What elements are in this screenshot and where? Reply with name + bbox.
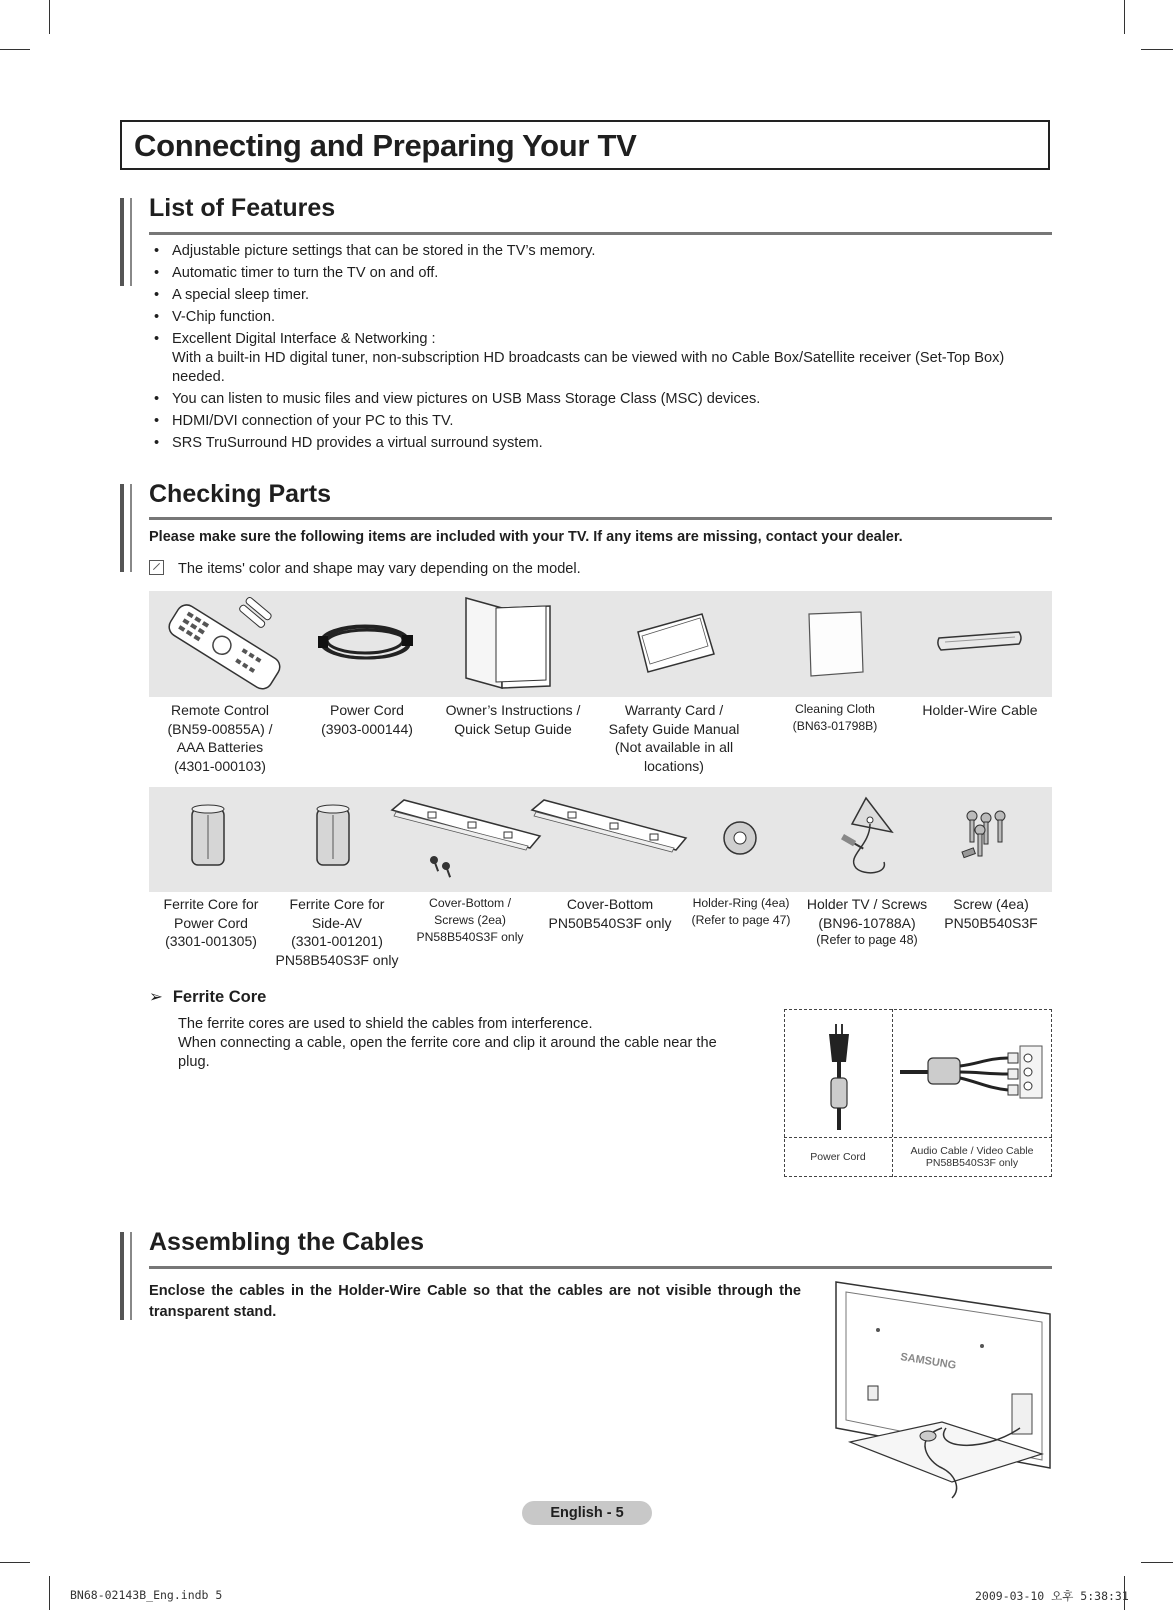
ferrite-core-image xyxy=(189,803,227,869)
part-label-ferrite-power: Ferrite Core for Power Cord (3301-001305) xyxy=(163,896,259,949)
ferrite-diagram-divider xyxy=(784,1137,1052,1138)
feature-item: • A special sleep timer. xyxy=(154,286,1054,305)
crop-mark xyxy=(0,1562,30,1563)
part-label-screw: Screw (4ea) PN50B540S3F xyxy=(944,896,1038,931)
section-marker xyxy=(120,198,124,286)
section-marker xyxy=(130,484,132,572)
section-rule xyxy=(149,1266,1052,1269)
tv-brand-label: SAMSUNG xyxy=(899,1351,957,1372)
feature-item: • SRS TruSurround HD provides a virtual surround system. xyxy=(154,434,1054,453)
feature-item: • Automatic timer to turn the TV on and off. xyxy=(154,264,1054,283)
power-cord-ferrite-image xyxy=(822,1022,856,1132)
part-label-cloth: Cleaning Cloth (BN63-01798B) xyxy=(792,702,878,733)
part-label-holder-ring: Holder-Ring (4ea) (Refer to page 47) xyxy=(691,896,791,927)
part-label-ferrite-av: Ferrite Core for Side-AV (3301-001201) PN58B540S3F only xyxy=(275,896,399,968)
section-title-features: List of Features xyxy=(149,194,336,222)
section-rule xyxy=(149,517,1052,520)
checking-intro: Please make sure the following items are included with your TV. If any items are missing, contact your dealer. xyxy=(149,529,903,545)
cleaning-cloth-image xyxy=(803,610,867,678)
ferrite-heading: ➢ Ferrite Core xyxy=(149,988,267,1006)
features-list xyxy=(154,242,1054,456)
crop-mark xyxy=(1141,49,1173,50)
crop-mark xyxy=(49,0,50,34)
part-label-cover-bottom: Cover-Bottom PN50B540S3F only xyxy=(548,896,672,931)
av-cable-ferrite-image xyxy=(898,1044,1046,1100)
feature-item: • Excellent Digital Interface & Networking : With a built-in HD digital tuner, non-subscription HD broadcasts can be viewed with no Cable Box/Satellite receiver (Set-Top Box) needed. xyxy=(154,330,1054,387)
manual-image xyxy=(462,596,558,692)
part-label-power-cord: Power Cord (3903-000144) xyxy=(321,702,413,737)
crop-mark xyxy=(1124,0,1125,34)
crop-mark xyxy=(0,49,30,50)
screws-image xyxy=(958,808,1018,866)
section-title-checking: Checking Parts xyxy=(149,480,332,508)
page-title: Connecting and Preparing Your TV xyxy=(134,128,637,163)
tv-back-image xyxy=(832,1278,1054,1500)
part-label-holder-wire: Holder-Wire Cable xyxy=(922,702,1038,718)
ferrite-core-image xyxy=(314,803,352,869)
holder-ring-image xyxy=(722,820,758,856)
section-marker xyxy=(120,484,124,572)
crop-mark xyxy=(1141,1562,1173,1563)
print-slug-right: 2009-03-10 오후 5:38:31 xyxy=(975,1589,1129,1603)
caption-power-cord: Power Cord xyxy=(810,1151,866,1163)
caption-av-cable: Audio Cable / Video Cable PN58B540S3F only xyxy=(910,1145,1034,1169)
cover-bottom-image xyxy=(530,796,690,856)
warranty-card-image xyxy=(632,612,716,674)
arrow-icon: ➢ xyxy=(149,988,163,1006)
feature-item: • HDMI/DVI connection of your PC to this TV. xyxy=(154,412,1054,431)
part-label-cover-screws: Cover-Bottom / Screws (2ea) PN58B540S3F only xyxy=(416,896,524,944)
part-label-warranty: Warranty Card / Safety Guide Manual (Not available in all locations) xyxy=(608,702,740,774)
feature-item: • Adjustable picture settings that can be stored in the TV’s memory. xyxy=(154,242,1054,261)
ferrite-diagram-divider xyxy=(892,1009,893,1177)
part-label-manual: Owner’s Instructions / Quick Setup Guide xyxy=(445,702,581,737)
note: The items' color and shape may vary depending on the model. xyxy=(149,560,581,577)
page-title-box xyxy=(120,120,1050,170)
print-slug-left: BN68-02143B_Eng.indb 5 xyxy=(70,1588,223,1602)
power-cord-image xyxy=(310,608,420,670)
feature-item: • V-Chip function. xyxy=(154,308,1054,327)
feature-item: • You can listen to music files and view pictures on USB Mass Storage Class (MSC) devices. xyxy=(154,390,1054,409)
part-label-holder-tv: Holder TV / Screws (BN96-10788A) (Refer to page 48) xyxy=(806,896,928,947)
section-marker xyxy=(120,1232,124,1320)
section-title-assembling: Assembling the Cables xyxy=(149,1228,425,1256)
section-marker xyxy=(130,1232,132,1320)
holder-wire-cable-image xyxy=(935,628,1025,652)
page-number-badge: English - 5 xyxy=(522,1501,652,1525)
feature-detail: With a built-in HD digital tuner, non-subscription HD broadcasts can be viewed with no Cable Box/Satellite receiver (Set-Top Box) needed. xyxy=(172,350,1005,385)
holder-tv-screws-image xyxy=(836,796,902,882)
assembling-instructions: Enclose the cables in the Holder-Wire Cable so that the cables are not visible through the transparent stand. xyxy=(149,1283,801,1320)
ferrite-text: The ferrite cores are used to shield the cables from interference. When connecting a cable, open the ferrite core and clip it around the cable near the plug. xyxy=(178,1016,717,1070)
remote-control-image xyxy=(158,594,288,694)
crop-mark xyxy=(49,1576,50,1610)
section-marker xyxy=(130,198,132,286)
note-icon xyxy=(149,560,164,575)
part-label-remote: Remote Control (BN59-00855A) / AAA Batteries (4301-000103) xyxy=(167,702,273,774)
cover-bottom-screws-image xyxy=(390,796,545,878)
section-rule xyxy=(149,232,1052,235)
